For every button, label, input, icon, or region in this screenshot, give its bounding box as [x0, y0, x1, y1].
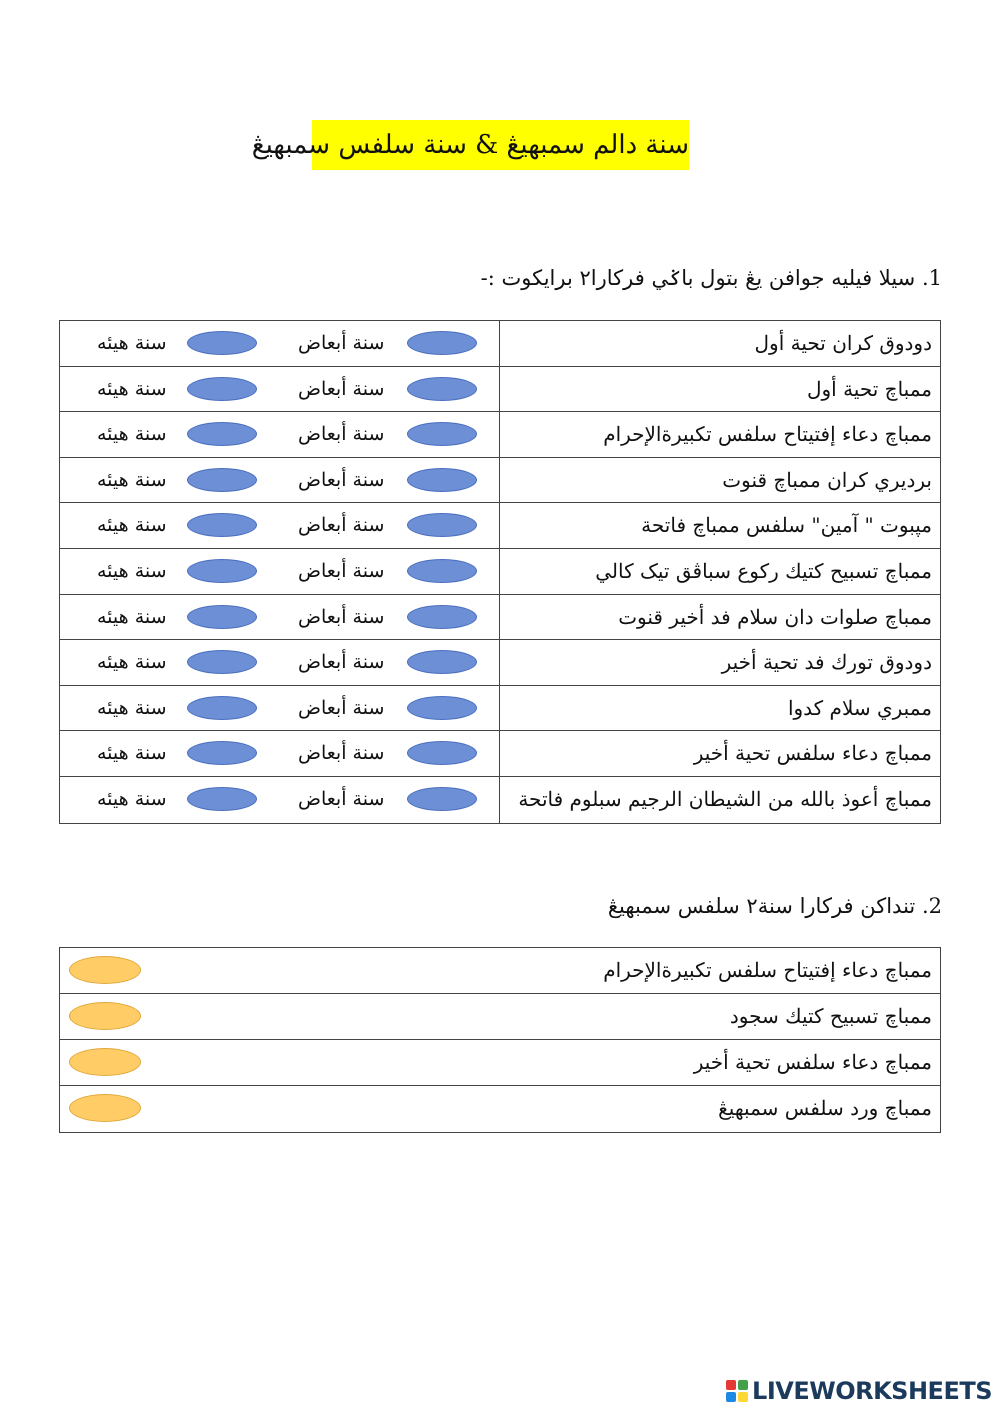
option-sunnah-haiah-button[interactable] — [187, 331, 257, 355]
question-1-row — [60, 458, 940, 504]
statement-text: ممباچ أعوذ بالله من الشيطان الرجيم سبلوم فاتحة — [518, 786, 932, 811]
question-1-row — [60, 321, 940, 367]
answer-options — [60, 321, 500, 366]
option-sunnah-haiah-label: سنة هيئه — [97, 696, 167, 719]
option-sunnah-haiah-label: سنة هيئه — [97, 423, 167, 446]
question-2-row — [60, 1040, 940, 1086]
statement-text: ممباچ دعاء سلفس تحية أخير — [693, 741, 932, 766]
option-sunnah-abad-button[interactable] — [407, 787, 477, 811]
statement-text: برديري كران ممباچ قنوت — [722, 467, 932, 492]
question-1-row — [60, 412, 940, 458]
statement-text: ممباچ تسبيح كتيك ركوع سباڤق تيک كالي — [595, 558, 932, 583]
question-2-row — [60, 1086, 940, 1132]
option-sunnah-abad-label: سنة أبعاض — [298, 651, 385, 674]
question-1-row — [60, 367, 940, 413]
option-sunnah-abad-button[interactable] — [407, 468, 477, 492]
question-2-table — [59, 947, 941, 1133]
question-2-row — [60, 994, 940, 1040]
statement-text: ممباچ تحية أول — [806, 376, 932, 401]
question-1-row — [60, 503, 940, 549]
answer-options — [60, 777, 500, 823]
statement-text: ممباچ دعاء إفتيتاح سلفس تكبيرةالإحرام — [603, 958, 932, 982]
option-sunnah-haiah-button[interactable] — [187, 605, 257, 629]
statement-text: ممباچ دعاء إفتيتاح سلفس تكبيرةالإحرام — [603, 422, 932, 447]
option-sunnah-abad-label: سنة أبعاض — [298, 468, 385, 491]
statement-text: ممبري سلام كدوا — [787, 695, 932, 720]
option-sunnah-abad-button[interactable] — [407, 559, 477, 583]
question-1-row — [60, 549, 940, 595]
question-2-heading: 2. تنداكن فركارا سنة٢ سلفس سمبهيڠ — [607, 894, 942, 918]
statement-text: ممباچ تسبيح كتيك سجود — [729, 1004, 932, 1028]
option-sunnah-abad-button[interactable] — [407, 741, 477, 765]
select-answer-button[interactable] — [69, 1002, 141, 1030]
option-sunnah-haiah-label: سنة هيئه — [97, 605, 167, 628]
answer-options — [60, 686, 500, 731]
question-1-row — [60, 731, 940, 777]
option-sunnah-abad-button[interactable] — [407, 422, 477, 446]
answer-cell — [60, 1040, 160, 1085]
answer-options — [60, 367, 500, 412]
option-sunnah-haiah-button[interactable] — [187, 559, 257, 583]
answer-cell — [60, 948, 160, 993]
option-sunnah-abad-label: سنة أبعاض — [298, 696, 385, 719]
option-sunnah-haiah-label: سنة هيئه — [97, 559, 167, 582]
question-1-heading: 1. سيلا فيليه جوافن يڠ بتول باݢي فركارا٢ برايكوت :- — [480, 266, 942, 290]
statement-text: ممباچ صلوات دان سلام فد أخير قنوت — [618, 604, 932, 629]
option-sunnah-abad-label: سنة أبعاض — [298, 514, 385, 537]
question-1-row — [60, 777, 940, 823]
question-2-row — [60, 948, 940, 994]
option-sunnah-abad-label: سنة أبعاض — [298, 559, 385, 582]
option-sunnah-abad-button[interactable] — [407, 513, 477, 537]
question-1-row — [60, 686, 940, 732]
option-sunnah-abad-label: سنة أبعاض — [298, 605, 385, 628]
option-sunnah-haiah-button[interactable] — [187, 650, 257, 674]
liveworksheets-logo — [726, 1377, 992, 1405]
answer-options — [60, 458, 500, 503]
option-sunnah-haiah-label: سنة هيئه — [97, 651, 167, 674]
option-sunnah-abad-button[interactable] — [407, 331, 477, 355]
statement-text: ممباچ ورد سلفس سمبهيڠ — [718, 1096, 932, 1120]
option-sunnah-haiah-label: سنة هيئه — [97, 377, 167, 400]
statement-text: مپبوت " آمين" سلفس ممباچ فاتحة — [641, 513, 932, 538]
option-sunnah-haiah-button[interactable] — [187, 513, 257, 537]
option-sunnah-haiah-button[interactable] — [187, 696, 257, 720]
question-1-table — [59, 320, 941, 824]
statement-text: ممباچ دعاء سلفس تحية أخير — [693, 1050, 932, 1074]
option-sunnah-abad-label: سنة أبعاض — [298, 742, 385, 765]
answer-options — [60, 595, 500, 640]
option-sunnah-abad-button[interactable] — [407, 650, 477, 674]
answer-options — [60, 503, 500, 548]
option-sunnah-haiah-button[interactable] — [187, 468, 257, 492]
option-sunnah-abad-button[interactable] — [407, 605, 477, 629]
option-sunnah-abad-label: سنة أبعاض — [298, 377, 385, 400]
option-sunnah-abad-label: سنة أبعاض — [298, 787, 385, 810]
option-sunnah-haiah-button[interactable] — [187, 422, 257, 446]
select-answer-button[interactable] — [69, 1048, 141, 1076]
answer-cell — [60, 994, 160, 1039]
select-answer-button[interactable] — [69, 956, 141, 984]
question-1-row — [60, 640, 940, 686]
option-sunnah-haiah-label: سنة هيئه — [97, 742, 167, 765]
answer-options — [60, 412, 500, 457]
select-answer-button[interactable] — [69, 1094, 141, 1122]
option-sunnah-haiah-button[interactable] — [187, 741, 257, 765]
answer-cell — [60, 1086, 160, 1132]
answer-options — [60, 731, 500, 776]
question-1-row — [60, 595, 940, 641]
option-sunnah-abad-label: سنة أبعاض — [298, 423, 385, 446]
worksheet-title: سنة دالم سمبهيڠ & سنة سلفس سمبهيڠ — [312, 120, 689, 170]
option-sunnah-abad-button[interactable] — [407, 377, 477, 401]
option-sunnah-haiah-label: سنة هيئه — [97, 514, 167, 537]
logo-mark-icon — [726, 1380, 748, 1402]
option-sunnah-abad-label: سنة أبعاض — [298, 332, 385, 354]
statement-text: دودوق تورك فد تحية أخير — [721, 650, 932, 675]
answer-options — [60, 640, 500, 685]
option-sunnah-haiah-label: سنة هيئه — [97, 468, 167, 491]
statement-text: دودوق كران تحية أول — [754, 331, 932, 355]
option-sunnah-haiah-label: سنة هيئه — [97, 787, 167, 810]
option-sunnah-haiah-button[interactable] — [187, 787, 257, 811]
option-sunnah-haiah-button[interactable] — [187, 377, 257, 401]
option-sunnah-abad-button[interactable] — [407, 696, 477, 720]
logo-text: LIVEWORKSHEETS — [752, 1377, 992, 1405]
option-sunnah-haiah-label: سنة هيئه — [97, 332, 167, 354]
answer-options — [60, 549, 500, 594]
